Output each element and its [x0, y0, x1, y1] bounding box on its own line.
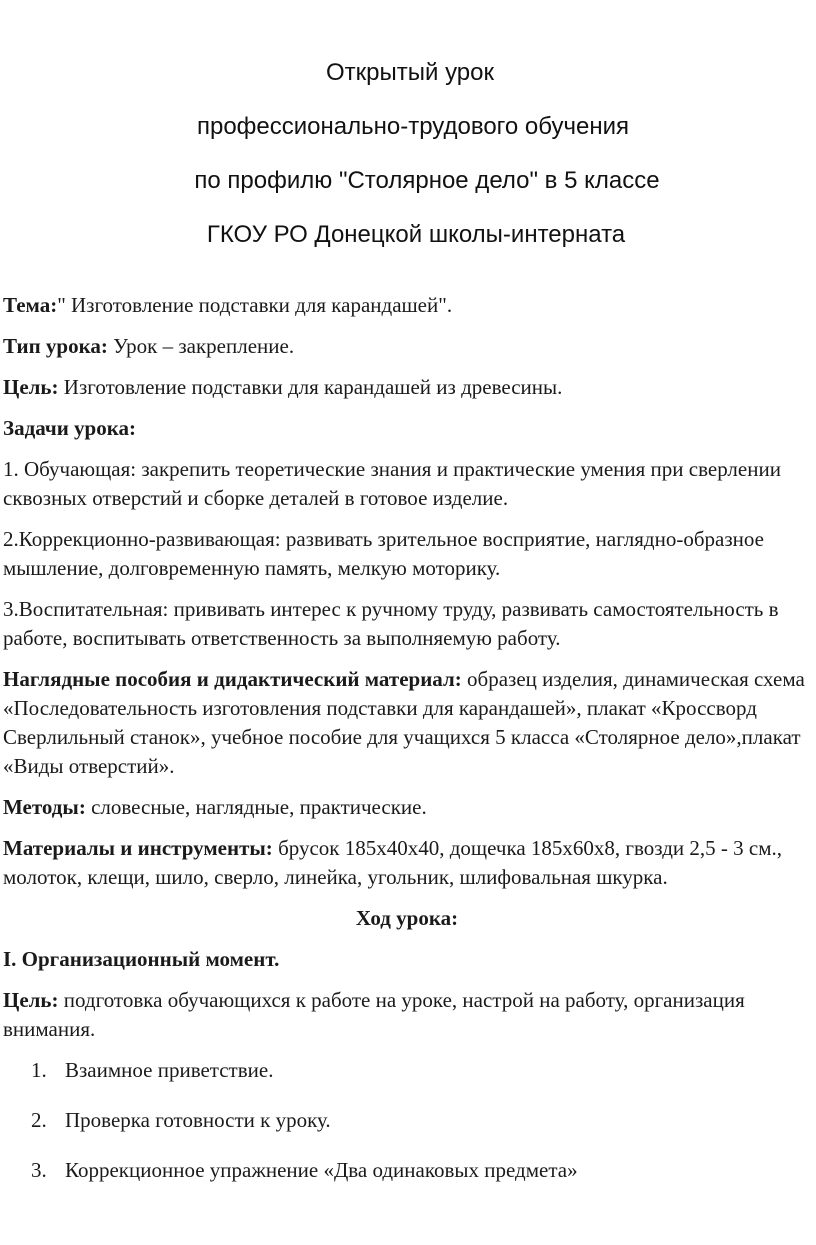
goal-text: Изготовление подставки для карандашей из древесины.: [58, 375, 563, 399]
visual-aids-label: Наглядные пособия и дидактический материал:: [3, 667, 462, 691]
title-line-3: по профилю "Столярное дело" в 5 классе: [194, 167, 660, 194]
methods-label: Методы:: [3, 795, 86, 819]
goal-paragraph: [3, 373, 811, 402]
title-line-1: Открытый урок: [326, 59, 494, 86]
lesson-progress-label: Ход урока:: [355, 906, 459, 930]
visual-aids-paragraph: [3, 665, 811, 781]
list-item-number: 3.: [31, 1158, 47, 1182]
section-1-goal: [3, 986, 811, 1044]
title-line-2: профессионально-трудового обучения: [196, 113, 629, 140]
section-1-goal-label: Цель:: [3, 988, 59, 1012]
materials-text: брусок 185х40х40, дощечка 185х60х8, гвозди 2,5 - 3 см., молоток, клещи, шило, сверло, линейка, угольник, шлифовальная шкурка.: [3, 836, 782, 889]
list-item-number: 1.: [31, 1058, 47, 1082]
list-item: [3, 1106, 811, 1135]
list-item-text: Взаимное приветствие.: [65, 1058, 274, 1082]
section-1-goal-text: подготовка обучающихся к работе на уроке, настрой на работу, организация внимания.: [3, 988, 745, 1041]
list-item: [3, 1156, 811, 1185]
title-line-4: ГКОУ РО Донецкой школы-интерната: [206, 221, 626, 248]
topic-label: Тема:: [3, 293, 58, 317]
methods-paragraph: [3, 793, 811, 822]
lesson-type-text: Урок – закрепление.: [107, 334, 295, 358]
section-1-steps: [3, 1056, 811, 1185]
lesson-type-paragraph: [3, 332, 811, 361]
section-1-title: I. Организационный момент.: [3, 947, 280, 971]
list-item: [3, 1056, 811, 1085]
goal-label: Цель:: [3, 375, 59, 399]
document-body: [3, 291, 811, 1206]
topic-paragraph: [3, 291, 811, 320]
materials-label: Материалы и инструменты:: [3, 836, 273, 860]
task-item: 1. Обучающая: закрепить теоретические знания и практические умения при сверлении сквозных отверстий и сборке деталей в готовое изделие.: [3, 457, 781, 510]
section-1-heading: [3, 945, 811, 974]
list-item-text: Проверка готовности к уроку.: [65, 1108, 331, 1132]
visual-aids-text: образец изделия, динамическая схема «Последовательность изготовления подставки для карандашей», плакат «Кроссворд Сверлильный станок», учебное пособие для учащихся 5 класса «Столярное дело»,плакат «Виды отверстий».: [3, 667, 805, 778]
materials-paragraph: [3, 834, 811, 892]
list-item-text: Коррекционное упражнение «Два одинаковых предмета»: [65, 1158, 578, 1182]
task-item: 3.Воспитательная: прививать интерес к ручному труду, развивать самостоятельность в работе, воспитывать ответственность за выполняемую работу.: [3, 597, 779, 650]
tasks-heading: [3, 414, 811, 443]
methods-text: словесные, наглядные, практические.: [85, 795, 427, 819]
tasks-label: Задачи урока:: [3, 416, 137, 440]
lesson-progress-heading: [3, 904, 811, 933]
list-item-number: 2.: [31, 1108, 47, 1132]
document-title: [0, 46, 816, 262]
task-item: 2.Коррекционно-развивающая: развивать зрительное восприятие, наглядно-образное мышление, долговременную память, мелкую моторику.: [3, 527, 764, 580]
lesson-type-label: Тип урока:: [3, 334, 108, 358]
topic-text: " Изготовление подставки для карандашей".: [57, 293, 453, 317]
